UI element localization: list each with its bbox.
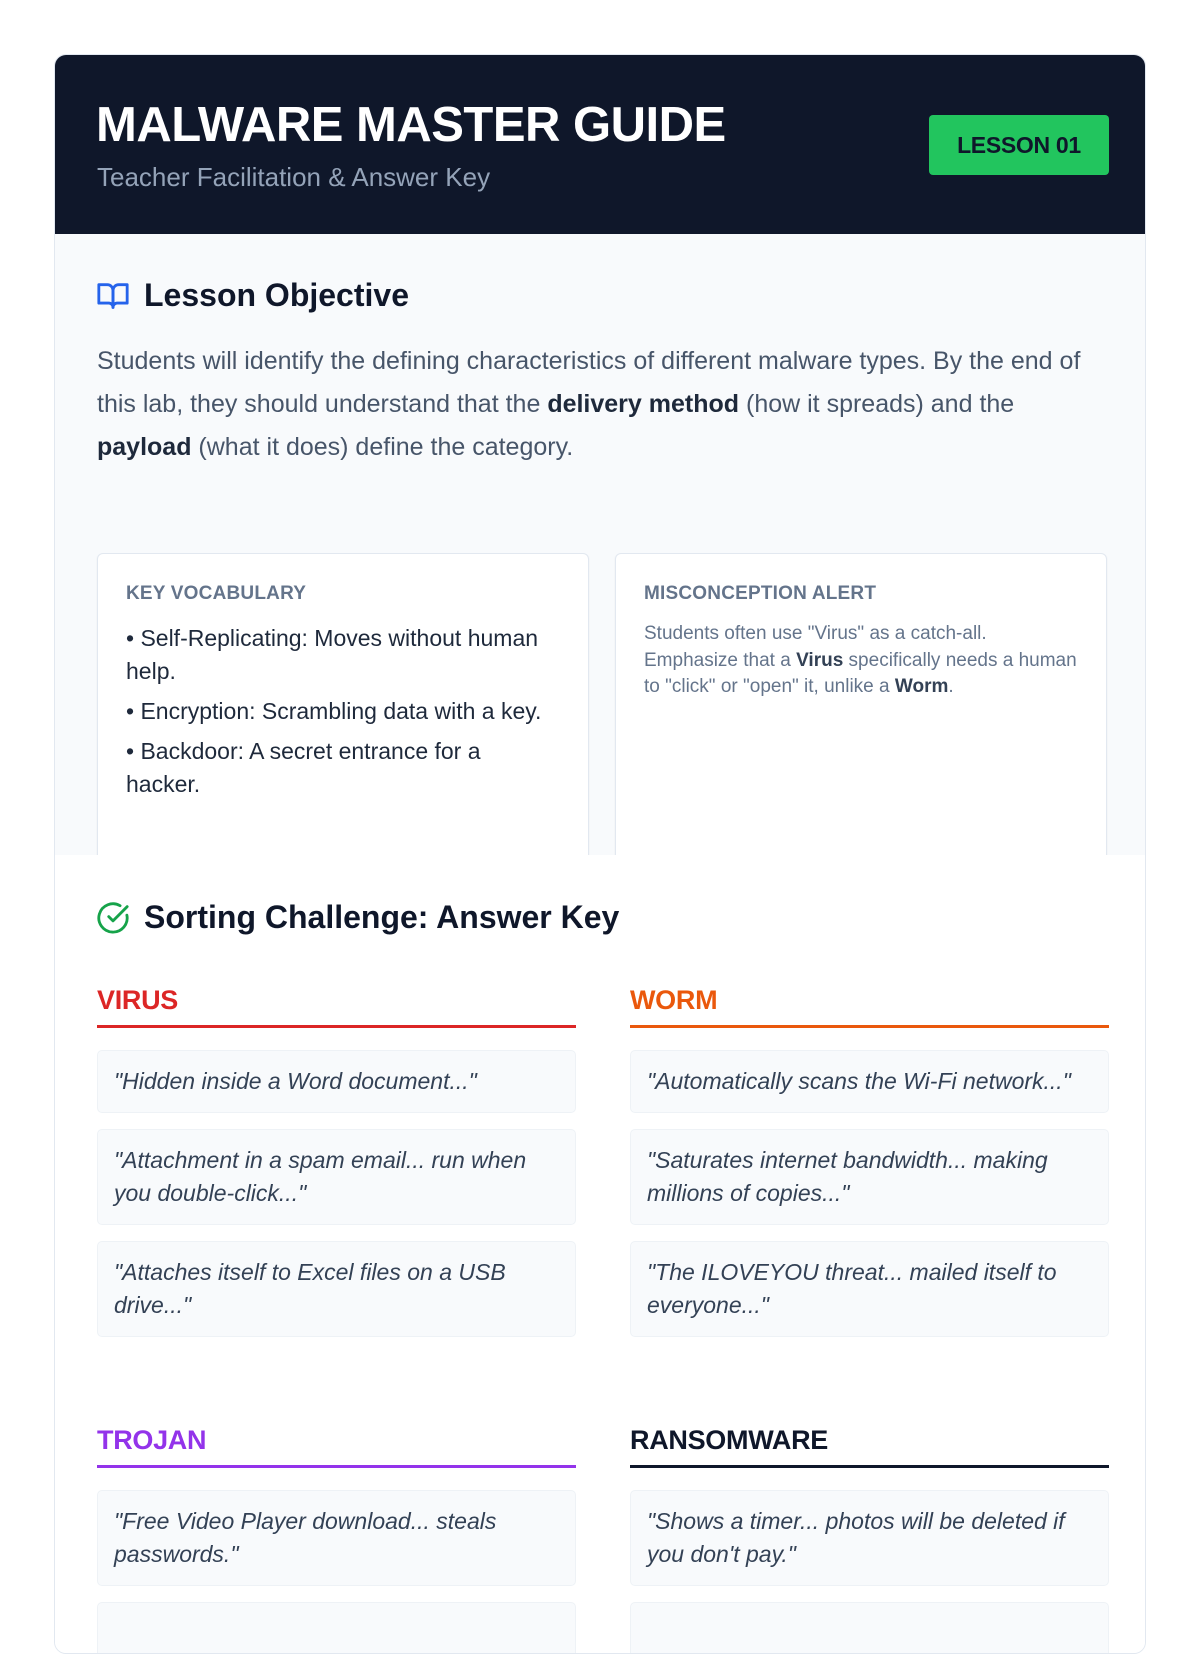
answer-card: "Hidden inside a Word document..." bbox=[97, 1050, 576, 1113]
objective-bold-delivery: delivery method bbox=[547, 390, 740, 418]
category-cards bbox=[630, 1490, 1109, 1654]
category-cards bbox=[97, 1490, 576, 1654]
page-subtitle: Teacher Facilitation & Answer Key bbox=[97, 162, 491, 192]
answer-card: "Attaches itself to Excel files on a USB drive..." bbox=[97, 1241, 576, 1337]
answer-card: "Saturates internet bandwidth... making millions of copies..." bbox=[630, 1129, 1109, 1225]
misconception-text-part: specifically needs a human to "click" or "open" it, unlike a bbox=[644, 649, 1077, 697]
misconception-text-part: . bbox=[948, 676, 954, 697]
objective-text-part: (what it does) define the category. bbox=[191, 433, 574, 461]
misconception-text bbox=[644, 621, 1084, 701]
category-ransomware bbox=[630, 1425, 1109, 1654]
guide-header bbox=[55, 55, 1145, 234]
answer-card: "Attachment in a spam email... run when you double-click..." bbox=[97, 1129, 576, 1225]
vocabulary-list bbox=[126, 622, 556, 808]
lesson-badge: LESSON 01 bbox=[929, 115, 1109, 175]
objective-text-part: (how it spreads) and the bbox=[739, 390, 1015, 418]
category-trojan bbox=[97, 1425, 576, 1654]
sorting-heading-row bbox=[96, 899, 619, 936]
category-title: TROJAN bbox=[97, 1425, 576, 1468]
objective-text-part: Students will identify the defining characteristics of different malware types. By the end of this lab, they should understand that the bbox=[97, 347, 1081, 418]
objective-heading-row bbox=[96, 277, 409, 314]
sorting-section bbox=[55, 855, 1145, 1654]
category-worm bbox=[630, 985, 1109, 1353]
vocabulary-item: • Backdoor: A secret entrance for a hacker. bbox=[126, 738, 481, 797]
category-cards bbox=[630, 1050, 1109, 1337]
misconception-bold-worm: Worm bbox=[894, 676, 949, 697]
misconception-text-part: Students often use "Virus" as a catch-all. Emphasize that a bbox=[644, 623, 987, 671]
objective-section bbox=[55, 234, 1145, 855]
misconception-label: MISCONCEPTION ALERT bbox=[644, 583, 877, 604]
answer-card: "Automatically scans the Wi-Fi network..." bbox=[630, 1050, 1109, 1113]
sorting-heading: Sorting Challenge: Answer Key bbox=[144, 899, 620, 935]
guide-card bbox=[54, 54, 1146, 1654]
category-title: VIRUS bbox=[97, 985, 576, 1028]
vocabulary-box bbox=[97, 553, 589, 863]
answer-card: "Shows a timer... photos will be deleted if you don't pay." bbox=[630, 1490, 1109, 1586]
misconception-box bbox=[615, 553, 1107, 863]
objective-bold-payload: payload bbox=[97, 433, 192, 461]
page-title: MALWARE MASTER GUIDE bbox=[96, 98, 726, 152]
vocabulary-label: KEY VOCABULARY bbox=[126, 583, 307, 604]
misconception-bold-virus: Virus bbox=[796, 649, 844, 671]
vocabulary-item: • Encryption: Scrambling data with a key. bbox=[126, 698, 542, 724]
objective-text bbox=[97, 340, 1107, 469]
objective-heading: Lesson Objective bbox=[144, 277, 409, 313]
book-open-icon bbox=[96, 279, 130, 313]
answer-card: "Free Video Player download... steals passwords." bbox=[97, 1490, 576, 1586]
category-title: RANSOMWARE bbox=[630, 1425, 1109, 1468]
answer-card-partial bbox=[630, 1602, 1109, 1654]
category-title: WORM bbox=[630, 985, 1109, 1028]
answer-card-partial bbox=[97, 1602, 576, 1654]
category-virus bbox=[97, 985, 576, 1353]
check-circle-icon bbox=[96, 901, 130, 935]
category-cards bbox=[97, 1050, 576, 1337]
answer-card: "The ILOVEYOU threat... mailed itself to everyone..." bbox=[630, 1241, 1109, 1337]
vocabulary-item: • Self-Replicating: Moves without human help. bbox=[126, 625, 539, 684]
